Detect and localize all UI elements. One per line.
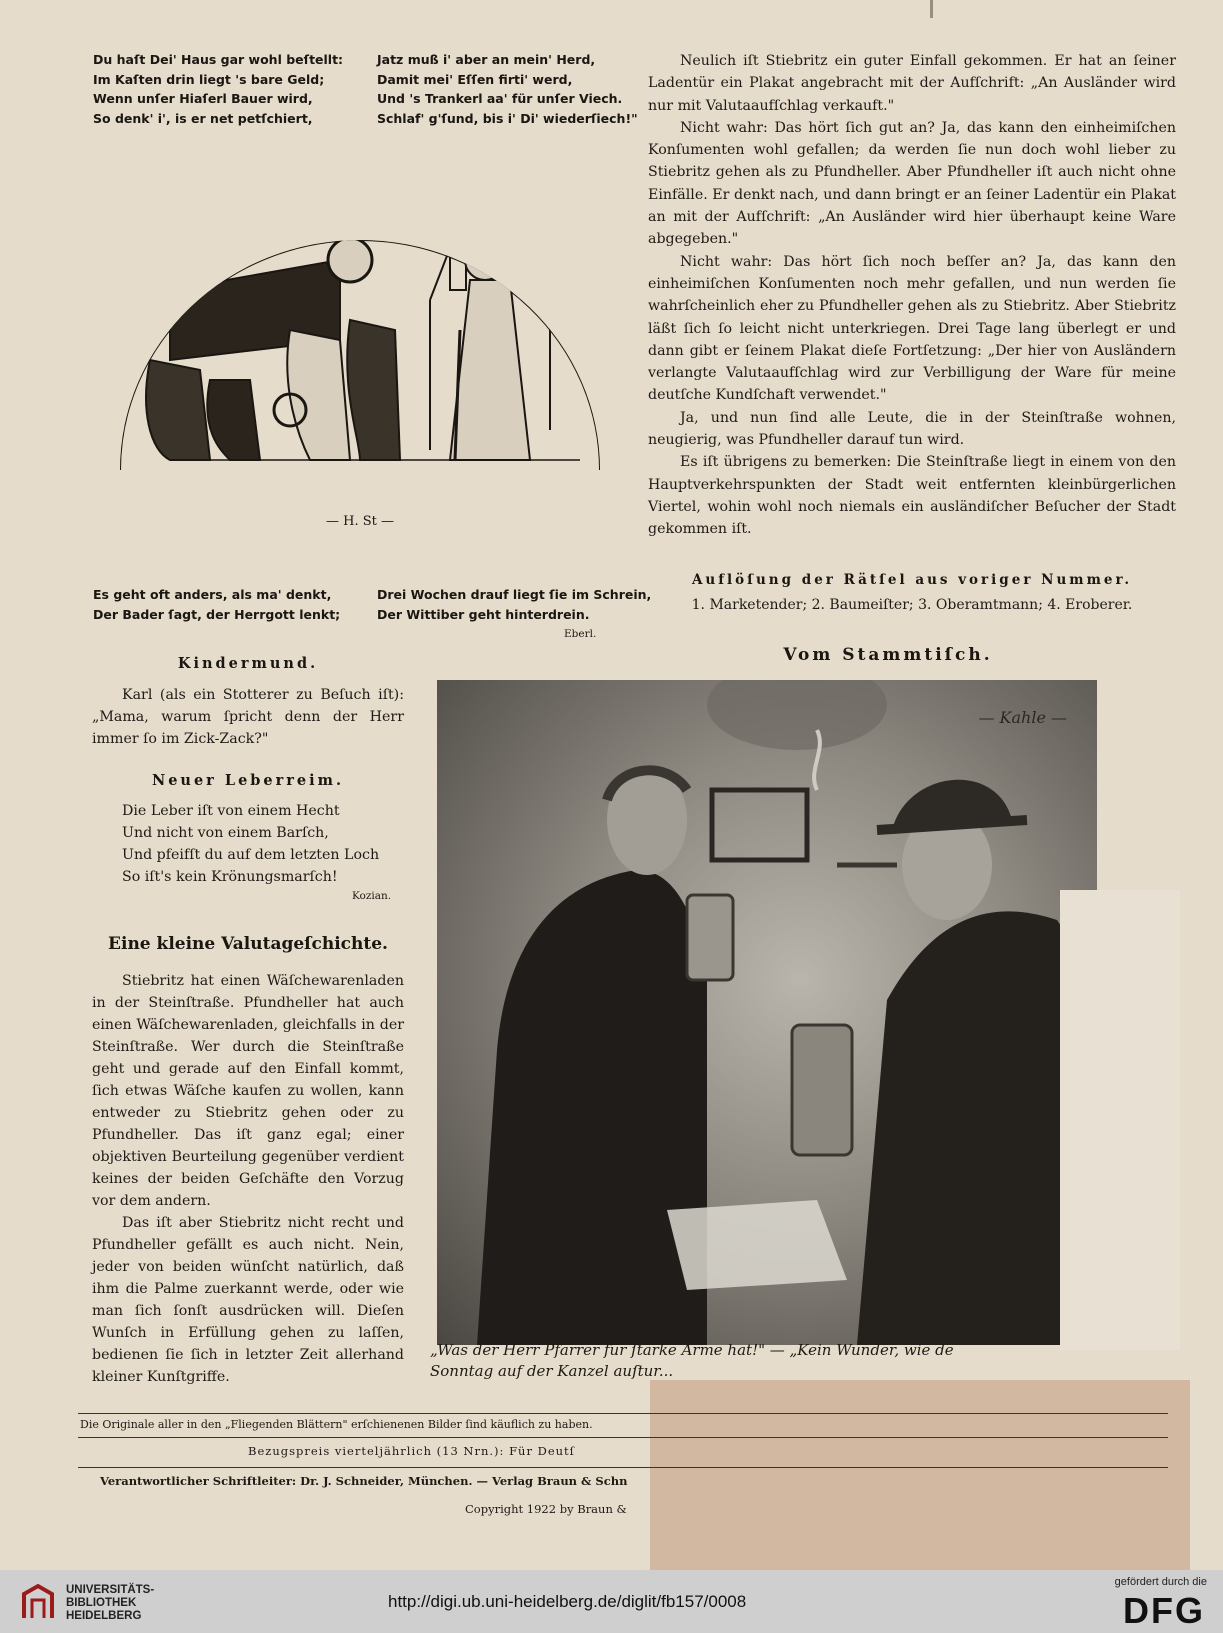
paragraph: Stiebritz hat einen Wäſchewarenladen in der Steinſtraße. Pfundheller hat auch einen Wäſchewarenladen, gleichfalls in der Steinſtraße. Wer durch die Steinſtraße geht und gerade auf den Einfall kommt, ſich etwas Wäſche kaufen zu wollen, kann entweder zu Stiebritz gehen oder zu Pfundheller. Das iſt ganz egal; einer objektiven Beurteilung gegenüber verdient keines der beiden Geſchäfte den Vorzug vor dem andern. (92, 973, 404, 1209)
library-name: UNIVERSITÄTS- BIBLIOTHEK HEIDELBERG (66, 1584, 155, 1622)
rule (78, 1413, 1168, 1414)
footer-originals: Die Originale aller in den „Fliegenden Blättern" erſchienenen Bilder ſind käuflich zu haben. (80, 1418, 593, 1431)
source-url-link[interactable]: http://digi.ub.uni-heidelberg.de/diglit/fb157/0008 (388, 1592, 747, 1611)
verse-author: Eberl. (564, 628, 597, 640)
illustration-caption: „Was der Herr Pfarrer für ſtarke Arme hat!" — „Kein Wunder, wie de Sonntag auf der Kanzel auſtur... (430, 1341, 954, 1380)
leberreim-lines: Die Leber iſt von einem Hecht Und nicht von einem Barſch, Und pfeifſt du auf dem letzten Loch So iſt's kein Krönungsmarſch! (122, 803, 380, 885)
illustration-signature: — H. St — (326, 514, 394, 529)
stammtisch-illustration (437, 680, 1097, 1345)
right-column-text (648, 50, 1176, 541)
footer-bezugspreis: Bezugspreis vierteljährlich (13 Nrn.): Für Deutſ (248, 1444, 575, 1458)
leberreim-heading: Neuer Leberreim. (151, 772, 345, 789)
page-edge-mark (930, 0, 933, 18)
dfg-logo: DFG (1123, 1590, 1205, 1631)
paragraph: Ja, und nun ſind alle Leute, die in der Steinſtraße wohnen, neugierig, was Pfundheller darauf tun wird. (648, 409, 1176, 449)
kindermund-text (92, 684, 404, 750)
raetsel-solution: 1. Marketender; 2. Baumeiſter; 3. Oberamtmann; 4. Eroberer. (691, 597, 1133, 613)
paragraph: Karl (als ein Stotterer zu Beſuch iſt): „Mama, warum ſpricht denn der Herr immer ſo im Zick-Zack?" (92, 687, 404, 747)
verse-top-left: Du haſt Dei' Haus gar wohl beſtellt: Im Kaſten drin liegt 's bare Geld; Wenn unſer Hiaſerl Bauer wird, So denk' i', is er net petſchiert, (93, 52, 344, 126)
verse-top-right: Jatz muß i' aber an mein' Herd, Damit mei' Eſſen firti' werd, Und 's Trankerl aa' für unſer Viech. Schlaf' g'ſund, bis i' Di' wiederſiech!" (377, 52, 638, 126)
valuta-heading: Eine kleine Valutageſchichte. (108, 934, 388, 954)
raetsel-heading: Auflöſung der Rätſel aus voriger Nummer. (691, 572, 1133, 588)
illustration-signature: — Kahle — (978, 708, 1067, 727)
stammtisch-drawing (437, 680, 1097, 1345)
paper-patch (650, 1380, 1190, 1570)
footer-verantwortlich: Verantwortlicher Schriftleiter: Dr. J. Schneider, München. — Verlag Braun & Schn (100, 1474, 628, 1488)
paragraph: Es iſt übrigens zu bemerken: Die Steinſtraße liegt in einem von den Hauptverkehrspunkten der Stadt weit entfernten kleinbürgerlichen Viertel, wohin wohl noch niemals ein ausländiſcher Beſucher der Stadt gekommen iſt. (648, 454, 1176, 538)
footer-copyright: Copyright 1922 by Braun & (465, 1502, 627, 1516)
valuta-text (92, 970, 404, 1388)
funeral-illustration (110, 130, 610, 550)
verse-bottom-right: Drei Wochen drauf liegt ſie im Schrein, Der Wittiber geht hinterdrein. (377, 587, 652, 622)
paragraph: Das iſt aber Stiebritz nicht recht und Pfundheller gefällt es auch nicht. Nein, jeder von beiden wünſcht natürlich, daß ihm die Palme zuerkannt werde, oder wie man ſich ſonſt ausdrücken will. Dieſen Wunſch in Erfüllung gehen zu laſſen, bedienen ſie ſich in letzter Zeit allerhand kleiner Kunſtgriffe. (92, 1215, 404, 1385)
university-library-logo (18, 1582, 58, 1622)
paper-patch (1060, 890, 1180, 1350)
paragraph: Nicht wahr: Das hört ſich gut an? Ja, das kann den einheimiſchen Konſumenten wohl gefallen; da werden ſie nun doch wohl lieber zu Stiebritz gehen als zu Pfundheller. Aber Pfundheller iſt auch nicht ohne Einfälle. Er denkt nach, und dann bringt er an ſeiner Ladentür ein Plakat an mit der Aufſchrift: „An Ausländer wird hier überhaupt keine Ware abgegeben." (648, 119, 1176, 248)
paragraph: Nicht wahr: Das hört ſich noch beſſer an? Ja, das kann den einheimiſchen Konſumenten noch mehr gefallen, und nun werden ſie wahrſcheinlich eher zu Pfundheller gehen als zu Stiebritz. Aber Stiebritz läßt ſich ſo leicht nicht unterkriegen. Drei Tage lang überlegt er und dann gibt er ſeinem Plakat dieſe Fortſetzung: „Der hier von Ausländern verlangte Valutaaufſchlag wird zur Verbilligung der Ware für meine deutſche Kundſchaft verwendet." (648, 253, 1176, 404)
paragraph: Neulich iſt Stiebritz ein guter Einfall gekommen. Er hat an ſeiner Ladentür ein Plakat angebracht mit der Aufſchrift: „An Ausländer wird nur mit Valutaaufſchlag verkauft." (648, 53, 1176, 114)
rule (78, 1467, 1168, 1468)
stammtisch-heading: Vom Stammtiſch. (783, 645, 993, 665)
bottom-bar (0, 1570, 1223, 1633)
leberreim-author: Kozian. (352, 890, 392, 902)
rule (78, 1437, 1168, 1438)
verse-bottom-left: Es geht oft anders, als ma' denkt, Der Bader ſagt, der Herrgott lenkt; (93, 587, 341, 622)
funded-by-label: gefördert durch die (1114, 1576, 1207, 1588)
kindermund-heading: Kindermund. (177, 655, 319, 672)
